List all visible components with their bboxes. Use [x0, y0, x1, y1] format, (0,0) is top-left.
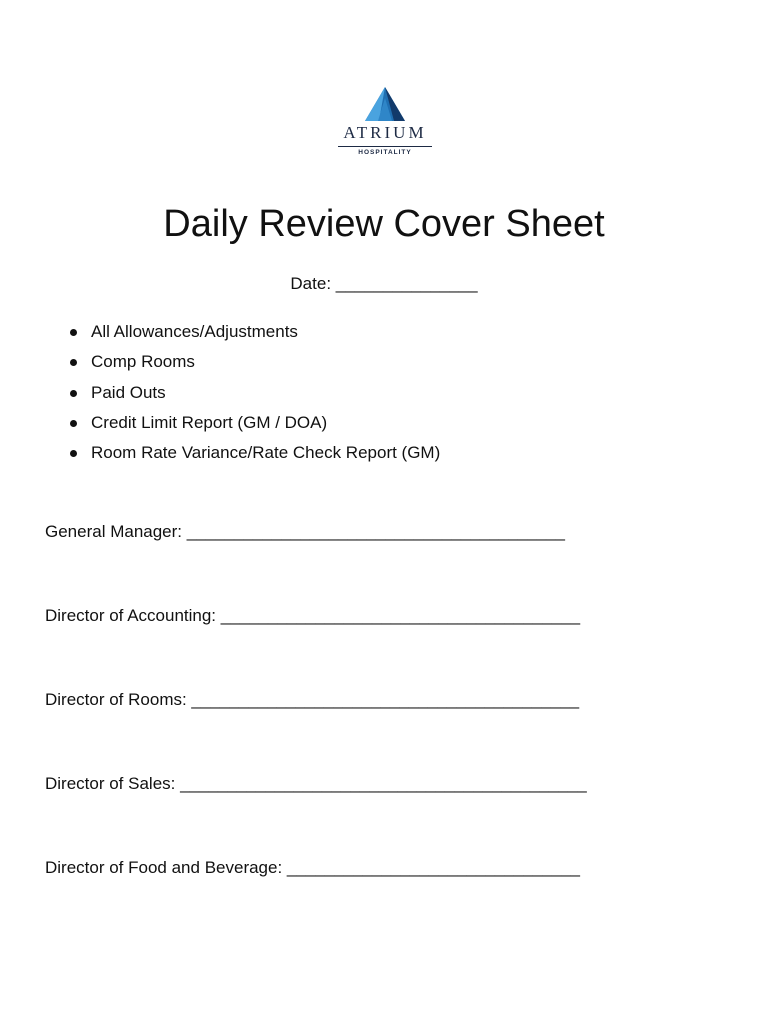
- list-item-label: Comp Rooms: [91, 352, 195, 372]
- list-item-label: Paid Outs: [91, 382, 166, 402]
- logo-tagline: HOSPITALITY: [358, 149, 412, 156]
- bullet-icon: [70, 359, 77, 366]
- triangle-mountain-icon: [364, 86, 406, 122]
- company-logo: [334, 86, 436, 158]
- signature-line-director-of-food-and-beverage[interactable]: Director of Food and Beverage: _______________________________: [45, 858, 581, 877]
- bullet-icon: [70, 450, 77, 457]
- review-checklist: [66, 317, 440, 468]
- date-field[interactable]: Date: _______________: [290, 274, 478, 293]
- list-item-label: Credit Limit Report (GM / DOA): [91, 412, 328, 432]
- list-item-label: Room Rate Variance/Rate Check Report (GM): [91, 443, 441, 463]
- bullet-icon: [70, 390, 77, 397]
- list-item: [66, 317, 440, 347]
- logo-divider: [338, 146, 432, 147]
- bullet-icon: [70, 329, 77, 336]
- list-item-label: All Allowances/Adjustments: [91, 322, 298, 341]
- logo-wordmark: ATRIUM: [343, 123, 427, 142]
- list-item: [66, 378, 440, 408]
- page-title: Daily Review Cover Sheet: [163, 203, 605, 245]
- list-item: [66, 438, 440, 468]
- list-item: [66, 347, 440, 377]
- signature-line-director-of-accounting[interactable]: Director of Accounting: ______________________________________: [45, 606, 581, 625]
- bullet-icon: [70, 420, 77, 427]
- signature-line-general-manager[interactable]: General Manager: ________________________________________: [45, 522, 565, 541]
- list-item: [66, 408, 440, 438]
- signature-line-director-of-sales[interactable]: Director of Sales: ___________________________________________: [45, 774, 587, 793]
- signature-line-director-of-rooms[interactable]: Director of Rooms: _________________________________________: [45, 690, 580, 709]
